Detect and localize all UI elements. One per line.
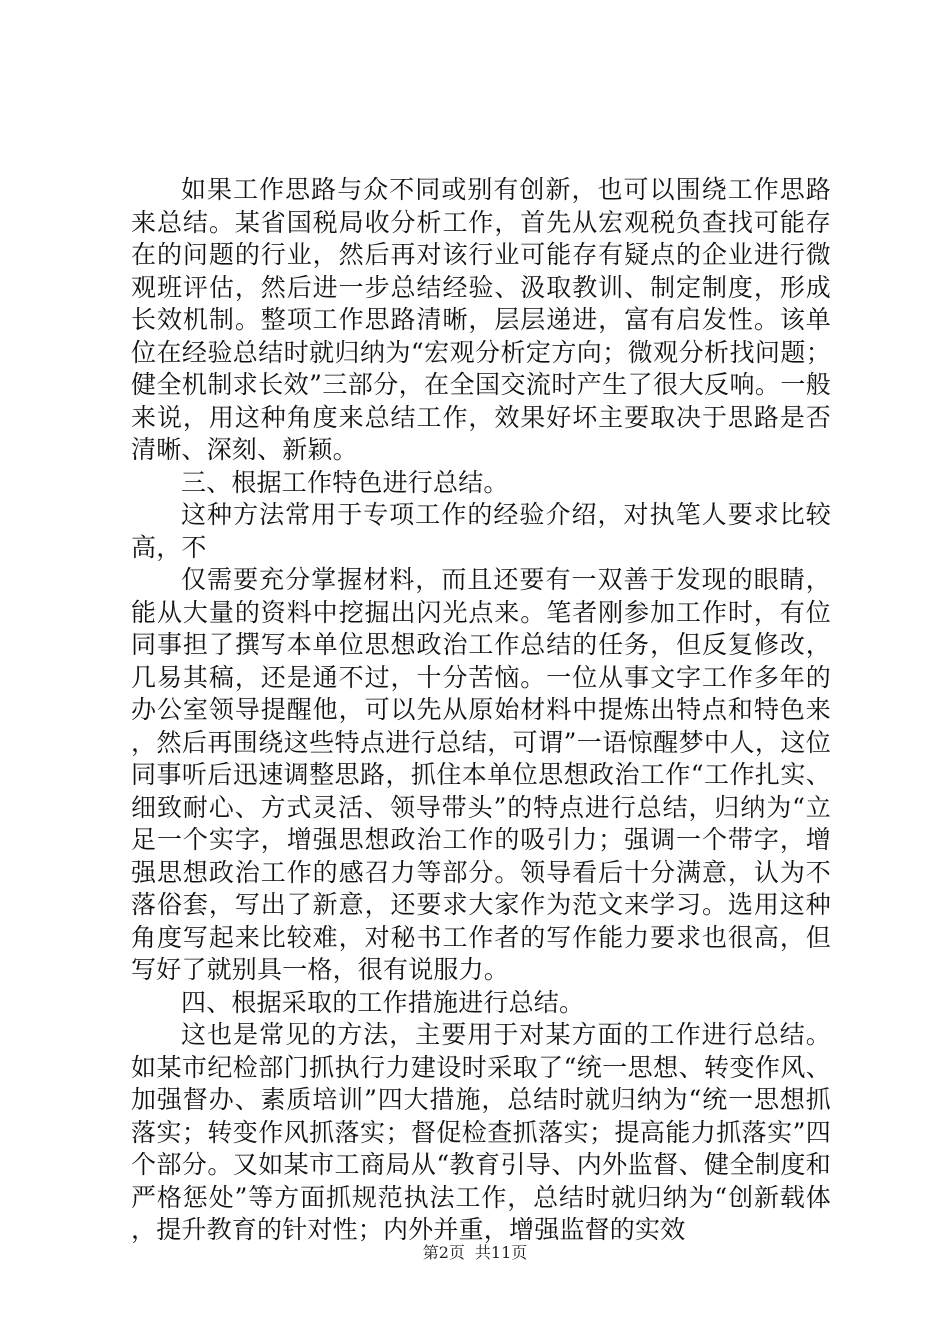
total-pages: 共11页 — [474, 1243, 528, 1262]
page-number: 第2页 — [422, 1243, 465, 1262]
paragraph-feature-method: 这种方法常用于专项工作的经验介绍，对执笔人要求比较高，不 — [131, 500, 831, 562]
document-body — [131, 174, 831, 1247]
paragraph-measures: 这也是常见的方法，主要用于对某方面的工作进行总结。如某市纪检部门抓执行力建设时采取了“统一思想、转变作风、加强督办、素质培训”四大措施，总结时就归纳为“统一思想抓落实；转变作风抓落实；督促检查抓落实；提高能力抓落实”四个部分。又如某市工商局从“教育引导、内外监督、健全制度和严格惩处”等方面抓规范执法工作，总结时就归纳为“创新载体，提升教育的针对性；内外并重，增强监督的实效 — [131, 1020, 831, 1244]
page-footer — [0, 1242, 950, 1264]
paragraph-work-thinking: 如果工作思路与众不同或别有创新，也可以围绕工作思路来总结。某省国税局收分析工作，首先从宏观税负查找可能存在的问题的行业，然后再对该行业可能存有疑点的企业进行微观班评估，然后进一步总结经验、汲取教训、制定制度，形成长效机制。整项工作思路清晰，层层递进，富有启发性。该单位在经验总结时就归纳为“宏观分析定方向；微观分析找问题；健全机制求长效”三部分，在全国交流时产生了很大反响。一般来说，用这种角度来总结工作，效果好坏主要取决于思路是否清晰、深刻、新颖。 — [131, 175, 831, 464]
paragraph-feature-example: 仅需要充分掌握材料，而且还要有一双善于发现的眼睛，能从大量的资料中挖掘出闪光点来。笔者刚参加工作时，有位同事担了撰写本单位思想政治工作总结的任务，但反复修改，几易其稿，还是通不过，十分苦恼。一位从事文字工作多年的办公室领导提醒他，可以先从原始材料中提炼出特点和特色来，然后再围绕这些特点进行总结，可谓”一语惊醒梦中人，这位同事听后迅速调整思路，抓住本单位思想政治工作“工作扎实、细致耐心、方式灵活、领导带头”的特点进行总结，归纳为“立足一个实字，增强思想政治工作的吸引力；强调一个带字，增强思想政治工作的感召力等部分。领导看后十分满意，认为不落俗套，写出了新意，还要求大家作为范文来学习。选用这种角度写起来比较难，对秘书工作者的写作能力要求也很高，但写好了就别具一格，很有说服力。 — [131, 565, 831, 984]
section-heading-3: 三、根据工作特色进行总结。 — [181, 467, 509, 497]
section-heading-4: 四、根据采取的工作措施进行总结。 — [181, 987, 585, 1017]
